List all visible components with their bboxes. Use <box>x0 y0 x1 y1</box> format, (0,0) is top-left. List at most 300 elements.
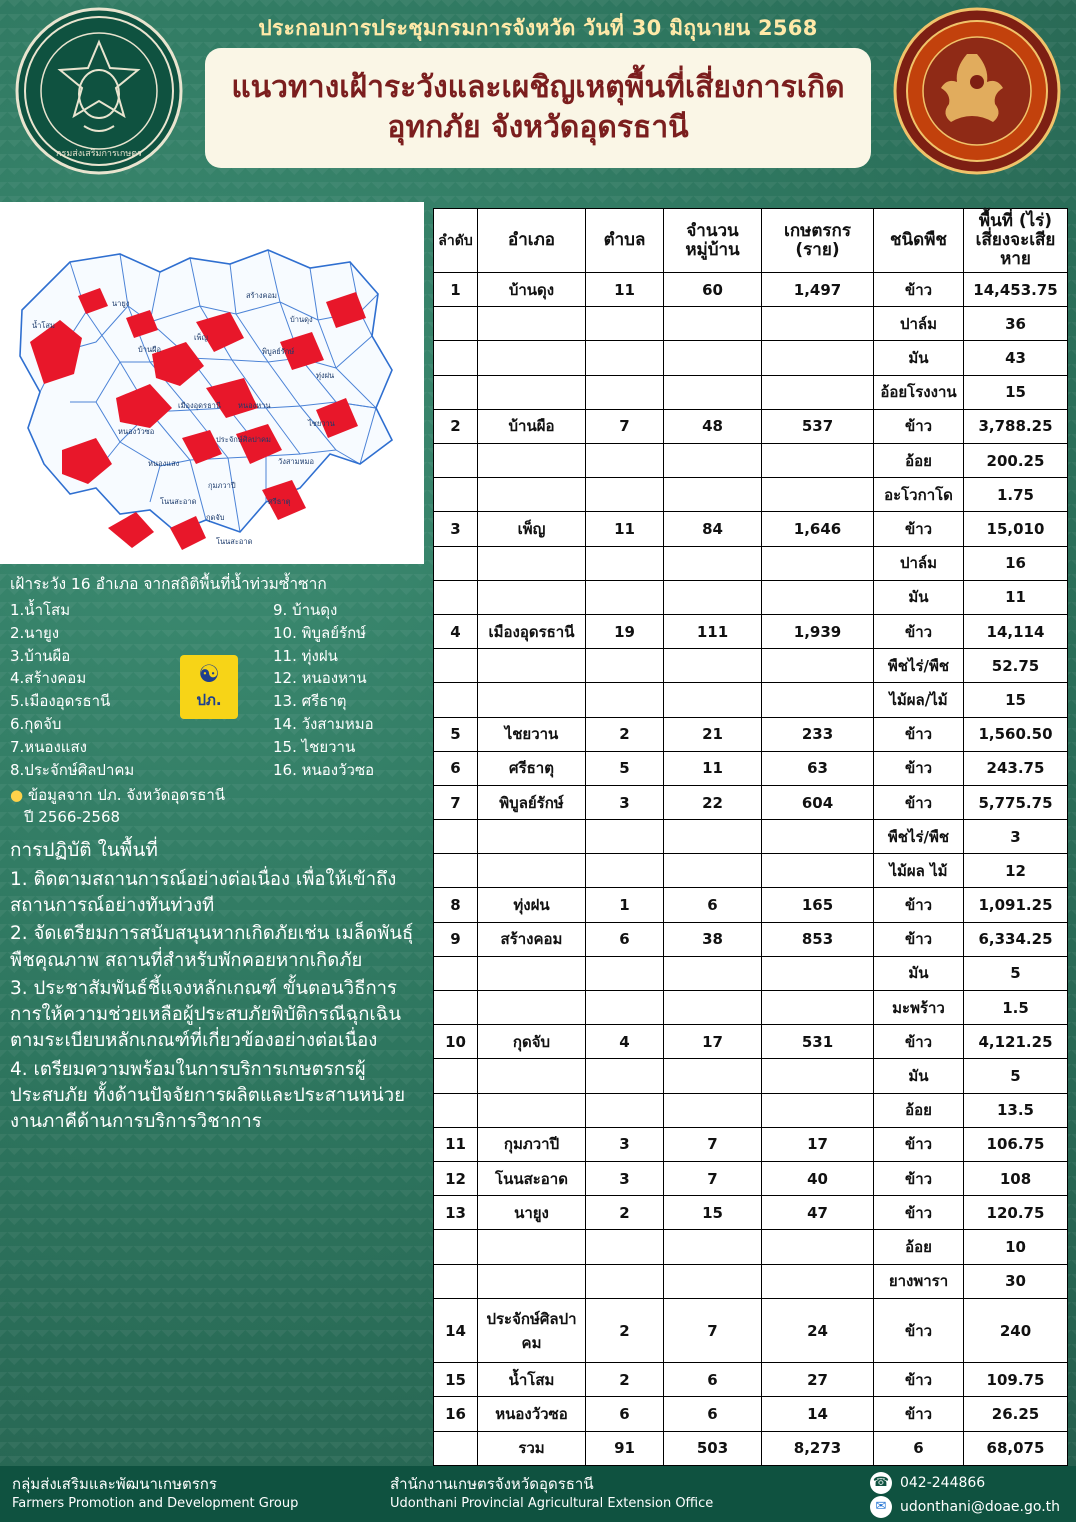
cell-no: 7 <box>434 785 478 819</box>
cell-district <box>478 546 586 580</box>
table-row <box>434 991 1068 1025</box>
cell-no: 1 <box>434 273 478 307</box>
cell-crop: ปาล์ม <box>874 307 964 341</box>
cell-no <box>434 1093 478 1127</box>
col-header-tambon: ตำบล <box>586 209 664 273</box>
cell-district <box>478 1230 586 1264</box>
cell-tambon: 6 <box>586 1397 664 1431</box>
cell-district: สร้างคอม <box>478 922 586 956</box>
cell-tambon: 3 <box>586 785 664 819</box>
cell-area: 1.75 <box>964 478 1068 512</box>
cell-no <box>434 1431 478 1465</box>
list-item: 16. หนองวัวซอ <box>273 760 375 779</box>
table-row <box>434 854 1068 888</box>
cell-villages <box>664 546 762 580</box>
cell-area: 13.5 <box>964 1093 1068 1127</box>
cell-area: 6,334.25 <box>964 922 1068 956</box>
cell-tambon: 2 <box>586 1363 664 1397</box>
cell-crop: ข้าว <box>874 1298 964 1363</box>
cell-district <box>478 956 586 990</box>
cell-no: 2 <box>434 409 478 443</box>
cell-crop: ข้าว <box>874 512 964 546</box>
table-row <box>434 1196 1068 1230</box>
list-item: 8.ประจักษ์ศิลปาคม <box>10 760 135 779</box>
cell-villages <box>664 1059 762 1093</box>
cell-district <box>478 375 586 409</box>
cell-villages <box>664 1264 762 1298</box>
practice-item: 4. เตรียมความพร้อมในการบริการเกษตรกรผู้ประสบภัย ทั้งด้านปัจจัยการผลิตและประสานหน่วยงานภาคีด้านการบริการวิชาการ <box>10 1058 406 1133</box>
cell-district <box>478 580 586 614</box>
cell-tambon: 2 <box>586 1298 664 1363</box>
cell-no: 8 <box>434 888 478 922</box>
data-source <box>10 785 418 829</box>
cell-area: 1,560.50 <box>964 717 1068 751</box>
cell-villages <box>664 854 762 888</box>
cell-tambon: 19 <box>586 614 664 648</box>
footer-email: udonthani@doae.go.th <box>899 1498 1060 1515</box>
col-header-area-main: พื้นที่ (ไร่) <box>978 211 1053 231</box>
cell-district: ประจักษ์ศิลปาคม <box>478 1298 586 1363</box>
table-row <box>434 341 1068 375</box>
cell-villages: 48 <box>664 409 762 443</box>
cell-villages <box>664 956 762 990</box>
cell-area: 108 <box>964 1161 1068 1195</box>
table-row <box>434 614 1068 648</box>
cell-district <box>478 341 586 375</box>
cell-district: ไชยวาน <box>478 717 586 751</box>
cell-area: 43 <box>964 341 1068 375</box>
practice-item: 1. ติดตามสถานการณ์อย่างต่อเนื่อง เพื่อให้เข้าถึงสถานการณ์อย่างทันท่วงที <box>10 868 397 917</box>
cell-crop: ยางพารา <box>874 1264 964 1298</box>
cell-no <box>434 375 478 409</box>
risk-area-table <box>433 208 1067 1466</box>
cell-villages: 6 <box>664 888 762 922</box>
cell-farmers: 1,939 <box>762 614 874 648</box>
list-item: 4.สร้างคอม <box>10 669 87 688</box>
cell-farmers <box>762 307 874 341</box>
cell-farmers: 1,497 <box>762 273 874 307</box>
cell-crop: ข้าว <box>874 717 964 751</box>
cell-district <box>478 1264 586 1298</box>
cell-villages <box>664 375 762 409</box>
cell-farmers: 604 <box>762 785 874 819</box>
cell-tambon <box>586 820 664 854</box>
cell-district: กุดจับ <box>478 1025 586 1059</box>
cell-tambon <box>586 956 664 990</box>
cell-no <box>434 341 478 375</box>
cell-villages <box>664 649 762 683</box>
cell-area: 1.5 <box>964 991 1068 1025</box>
svg-text:กุดจับ: กุดจับ <box>206 513 225 522</box>
table-row <box>434 580 1068 614</box>
cell-area: 15 <box>964 375 1068 409</box>
cell-no <box>434 546 478 580</box>
practice-list <box>10 867 418 1136</box>
cell-farmers <box>762 854 874 888</box>
table-row <box>434 1264 1068 1298</box>
cell-tambon: 1 <box>586 888 664 922</box>
cell-crop: ข้าว <box>874 273 964 307</box>
svg-text:นายูง: นายูง <box>112 299 130 308</box>
table-row <box>434 478 1068 512</box>
footer-office-en: Udonthani Provincial Agricultural Extension Office <box>390 1496 714 1511</box>
cell-tambon <box>586 1059 664 1093</box>
svg-text:โนนสะอาด: โนนสะอาด <box>216 537 253 546</box>
cell-no: 16 <box>434 1397 478 1431</box>
cell-villages: 6 <box>664 1363 762 1397</box>
cell-villages <box>664 991 762 1025</box>
table-row <box>434 546 1068 580</box>
cell-no: 15 <box>434 1363 478 1397</box>
footer-group-en: Farmers Promotion and Development Group <box>12 1496 299 1511</box>
cell-district: เพ็ญ <box>478 512 586 546</box>
cell-crop: ข้าว <box>874 922 964 956</box>
cell-district <box>478 444 586 478</box>
cell-farmers <box>762 546 874 580</box>
svg-text:กรมส่งเสริมการเกษตร: กรมส่งเสริมการเกษตร <box>56 149 142 159</box>
cell-villages <box>664 683 762 717</box>
svg-text:ทุ่งฝน: ทุ่งฝน <box>316 371 335 380</box>
cell-area: 30 <box>964 1264 1068 1298</box>
cell-crop: พืชไร่/พืช <box>874 820 964 854</box>
svg-text:น้ำโสม: น้ำโสม <box>32 321 55 330</box>
cell-villages <box>664 478 762 512</box>
cell-no: 11 <box>434 1127 478 1161</box>
source-line-1: ข้อมูลจาก ปภ. จังหวัดอุดรธานี <box>27 786 226 805</box>
cell-no <box>434 1230 478 1264</box>
footer-contact <box>870 1472 1060 1520</box>
footer-group-th: กลุ่มส่งเสริมและพัฒนาเกษตรกร <box>12 1475 217 1493</box>
provincial-seal-icon <box>14 6 184 176</box>
cell-crop: ไม้ผล ไม้ <box>874 854 964 888</box>
poster-footer <box>0 1466 1076 1522</box>
table-row <box>434 1025 1068 1059</box>
table-row <box>434 512 1068 546</box>
svg-text:ไชยวาน: ไชยวาน <box>308 419 335 428</box>
cell-district <box>478 683 586 717</box>
cell-villages: 7 <box>664 1298 762 1363</box>
cell-crop: ข้าว <box>874 1161 964 1195</box>
cell-area: 5,775.75 <box>964 785 1068 819</box>
svg-text:หนองวัวซอ: หนองวัวซอ <box>118 427 155 436</box>
table-header-row <box>434 209 1068 273</box>
cell-farmers <box>762 580 874 614</box>
table-row <box>434 751 1068 785</box>
cell-farmers: 537 <box>762 409 874 443</box>
cell-farmers: 8,273 <box>762 1431 874 1465</box>
svg-text:หนองแสง: หนองแสง <box>148 459 180 468</box>
cell-farmers: 233 <box>762 717 874 751</box>
cell-tambon: 2 <box>586 717 664 751</box>
table-row <box>434 409 1068 443</box>
cell-farmers <box>762 956 874 990</box>
cell-district <box>478 991 586 1025</box>
table-row <box>434 820 1068 854</box>
cell-crop: ข้าว <box>874 751 964 785</box>
svg-text:ศรีธาตุ: ศรีธาตุ <box>268 497 291 506</box>
meeting-subtitle: ประกอบการประชุมกรมการจังหวัด วันที่ 30 มิถุนายน 2568 <box>258 16 818 40</box>
cell-farmers: 17 <box>762 1127 874 1161</box>
cell-area: 200.25 <box>964 444 1068 478</box>
cell-crop: ข้าว <box>874 1127 964 1161</box>
table-row <box>434 1059 1068 1093</box>
cell-crop: ปาล์ม <box>874 546 964 580</box>
footer-group <box>12 1474 298 1513</box>
risk-area-map <box>0 202 424 564</box>
cell-no: 14 <box>434 1298 478 1363</box>
table-row <box>434 1298 1068 1363</box>
cell-tambon <box>586 341 664 375</box>
cell-farmers <box>762 820 874 854</box>
cell-no: 13 <box>434 1196 478 1230</box>
cell-district: หนองวัวซอ <box>478 1397 586 1431</box>
list-item: 2.นายูง <box>10 623 60 642</box>
list-item: 7.หนองแสง <box>10 737 87 756</box>
cell-no: 3 <box>434 512 478 546</box>
cell-area: 10 <box>964 1230 1068 1264</box>
table-body <box>434 273 1068 1466</box>
cell-farmers <box>762 375 874 409</box>
table-row <box>434 375 1068 409</box>
cell-crop: มัน <box>874 580 964 614</box>
col-header-farmers: เกษตรกร (ราย) <box>762 209 874 273</box>
cell-tambon <box>586 375 664 409</box>
cell-villages <box>664 580 762 614</box>
footer-phone: 042-244866 <box>899 1474 986 1491</box>
list-item: 14. วังสามหมอ <box>273 714 374 733</box>
dpa-glyph: ☯ <box>198 659 220 688</box>
svg-text:สร้างคอม: สร้างคอม <box>246 291 277 300</box>
table-row <box>434 956 1068 990</box>
footer-phone-row <box>870 1472 1060 1494</box>
cell-district <box>478 649 586 683</box>
poster-header <box>0 0 1076 196</box>
cell-villages: 22 <box>664 785 762 819</box>
dpa-logo-icon <box>180 655 238 719</box>
cell-area: 4,121.25 <box>964 1025 1068 1059</box>
cell-no <box>434 307 478 341</box>
cell-crop: อะโวกาโด <box>874 478 964 512</box>
table-row <box>434 1127 1068 1161</box>
cell-district: ศรีธาตุ <box>478 751 586 785</box>
cell-no <box>434 580 478 614</box>
svg-text:บ้านผือ: บ้านผือ <box>138 345 161 354</box>
cell-no: 4 <box>434 614 478 648</box>
cell-tambon <box>586 478 664 512</box>
cell-no <box>434 1264 478 1298</box>
cell-area: 36 <box>964 307 1068 341</box>
cell-crop: ข้าว <box>874 888 964 922</box>
cell-villages: 7 <box>664 1127 762 1161</box>
cell-area: 120.75 <box>964 1196 1068 1230</box>
cell-area: 52.75 <box>964 649 1068 683</box>
footer-email-row <box>870 1496 1060 1518</box>
svg-text:วังสามหมอ: วังสามหมอ <box>278 457 314 466</box>
cell-district: น้ำโสม <box>478 1363 586 1397</box>
list-item: 12. หนองหาน <box>273 669 367 688</box>
list-item: 13. ศรีธาตุ <box>273 692 347 711</box>
cell-crop: ข้าว <box>874 785 964 819</box>
cell-tambon: 91 <box>586 1431 664 1465</box>
cell-crop: มะพร้าว <box>874 991 964 1025</box>
cell-villages: 17 <box>664 1025 762 1059</box>
table-row <box>434 1397 1068 1431</box>
cell-villages: 6 <box>664 1397 762 1431</box>
cell-no <box>434 444 478 478</box>
cell-farmers <box>762 444 874 478</box>
svg-text:หนองหาน: หนองหาน <box>238 401 271 410</box>
svg-text:บ้านดุง: บ้านดุง <box>290 315 313 324</box>
cell-farmers: 47 <box>762 1196 874 1230</box>
cell-farmers <box>762 341 874 375</box>
cell-area: 26.25 <box>964 1397 1068 1431</box>
cell-tambon: 11 <box>586 512 664 546</box>
svg-text:เพ็ญ: เพ็ญ <box>194 333 208 342</box>
col-header-no: ลำดับ <box>434 209 478 273</box>
cell-area: 5 <box>964 1059 1068 1093</box>
cell-farmers: 165 <box>762 888 874 922</box>
page-title: แนวทางเฝ้าระวังและเผชิญเหตุพื้นที่เสี่ยงการเกิดอุทกภัย จังหวัดอุดรธานี <box>231 70 845 145</box>
cell-tambon: 11 <box>586 273 664 307</box>
table-row <box>434 922 1068 956</box>
cell-district: บ้านผือ <box>478 409 586 443</box>
cell-area: 240 <box>964 1298 1068 1363</box>
cell-tambon <box>586 854 664 888</box>
left-info-panel <box>0 566 428 1466</box>
cell-district <box>478 1093 586 1127</box>
cell-farmers <box>762 478 874 512</box>
cell-no <box>434 854 478 888</box>
cell-district: โนนสะอาด <box>478 1161 586 1195</box>
table-row <box>434 1093 1068 1127</box>
cell-farmers <box>762 1230 874 1264</box>
col-header-villages: จำนวนหมู่บ้าน <box>664 209 762 273</box>
mail-icon: ✉ <box>870 1496 892 1518</box>
cell-area: 3,788.25 <box>964 409 1068 443</box>
district-list-col1 <box>10 599 155 781</box>
poster-title-box <box>205 48 871 168</box>
cell-area: 5 <box>964 956 1068 990</box>
svg-text:โนนสะอาด: โนนสะอาด <box>160 497 197 506</box>
cell-area: 68,075 <box>964 1431 1068 1465</box>
cell-tambon <box>586 1230 664 1264</box>
source-line-2: ปี 2566-2568 <box>24 808 121 827</box>
cell-farmers: 14 <box>762 1397 874 1431</box>
cell-villages: 60 <box>664 273 762 307</box>
cell-farmers <box>762 991 874 1025</box>
bullet-icon: ● <box>10 786 24 805</box>
cell-tambon <box>586 546 664 580</box>
cell-area: 3 <box>964 820 1068 854</box>
cell-crop: อ้อยโรงงาน <box>874 375 964 409</box>
cell-crop: ข้าว <box>874 1196 964 1230</box>
cell-villages <box>664 444 762 478</box>
table-row <box>434 888 1068 922</box>
cell-tambon <box>586 991 664 1025</box>
agriculture-seal-icon <box>892 6 1062 176</box>
cell-crop: ข้าว <box>874 1363 964 1397</box>
cell-no: 12 <box>434 1161 478 1195</box>
cell-crop: ข้าว <box>874 614 964 648</box>
table-row <box>434 1161 1068 1195</box>
table-row <box>434 717 1068 751</box>
cell-crop: มัน <box>874 341 964 375</box>
col-header-district: อำเภอ <box>478 209 586 273</box>
cell-villages <box>664 820 762 854</box>
cell-crop: 6 <box>874 1431 964 1465</box>
cell-district: ทุ่งฝน <box>478 888 586 922</box>
cell-crop: ข้าว <box>874 1025 964 1059</box>
cell-villages: 84 <box>664 512 762 546</box>
cell-villages: 15 <box>664 1196 762 1230</box>
table-row <box>434 649 1068 683</box>
cell-villages <box>664 341 762 375</box>
cell-district: บ้านดุง <box>478 273 586 307</box>
cell-area: 106.75 <box>964 1127 1068 1161</box>
cell-villages: 21 <box>664 717 762 751</box>
cell-area: 16 <box>964 546 1068 580</box>
cell-tambon <box>586 683 664 717</box>
dpa-label: ปภ. <box>196 690 222 709</box>
cell-crop: ไม้ผล/ไม้ <box>874 683 964 717</box>
cell-area: 243.75 <box>964 751 1068 785</box>
cell-farmers <box>762 649 874 683</box>
district-lists <box>10 599 418 781</box>
practice-heading: การปฏิบัติ ในพื้นที่ <box>10 838 158 861</box>
cell-tambon: 4 <box>586 1025 664 1059</box>
cell-district <box>478 478 586 512</box>
cell-villages <box>664 307 762 341</box>
cell-tambon <box>586 580 664 614</box>
cell-farmers: 63 <box>762 751 874 785</box>
cell-tambon <box>586 444 664 478</box>
cell-crop: มัน <box>874 1059 964 1093</box>
table-row <box>434 444 1068 478</box>
cell-district <box>478 854 586 888</box>
cell-villages: 11 <box>664 751 762 785</box>
cell-crop: ข้าว <box>874 1397 964 1431</box>
col-header-area <box>964 209 1068 273</box>
cell-area: 14,114 <box>964 614 1068 648</box>
cell-villages: 111 <box>664 614 762 648</box>
cell-district: รวม <box>478 1431 586 1465</box>
cell-farmers <box>762 1059 874 1093</box>
cell-tambon <box>586 649 664 683</box>
svg-text:พิบูลย์รักษ์: พิบูลย์รักษ์ <box>262 347 295 356</box>
footer-office <box>390 1474 713 1513</box>
table-row <box>434 273 1068 307</box>
table-row <box>434 1431 1068 1465</box>
cell-crop: อ้อย <box>874 1093 964 1127</box>
watch-heading: เฝ้าระวัง 16 อำเภอ จากสถิติพื้นที่น้ำท่วมซ้ำซาก <box>10 575 327 593</box>
table-row <box>434 785 1068 819</box>
cell-villages: 503 <box>664 1431 762 1465</box>
cell-tambon <box>586 1093 664 1127</box>
cell-crop: อ้อย <box>874 444 964 478</box>
cell-farmers: 40 <box>762 1161 874 1195</box>
cell-tambon: 5 <box>586 751 664 785</box>
cell-farmers <box>762 683 874 717</box>
cell-crop: ข้าว <box>874 409 964 443</box>
cell-no: 10 <box>434 1025 478 1059</box>
cell-no: 5 <box>434 717 478 751</box>
svg-text:ประจักษ์ศิลปาคม: ประจักษ์ศิลปาคม <box>216 435 271 444</box>
list-item: 10. พิบูลย์รักษ์ <box>273 623 367 642</box>
cell-no <box>434 1059 478 1093</box>
cell-crop: อ้อย <box>874 1230 964 1264</box>
cell-farmers: 1,646 <box>762 512 874 546</box>
cell-district <box>478 1059 586 1093</box>
